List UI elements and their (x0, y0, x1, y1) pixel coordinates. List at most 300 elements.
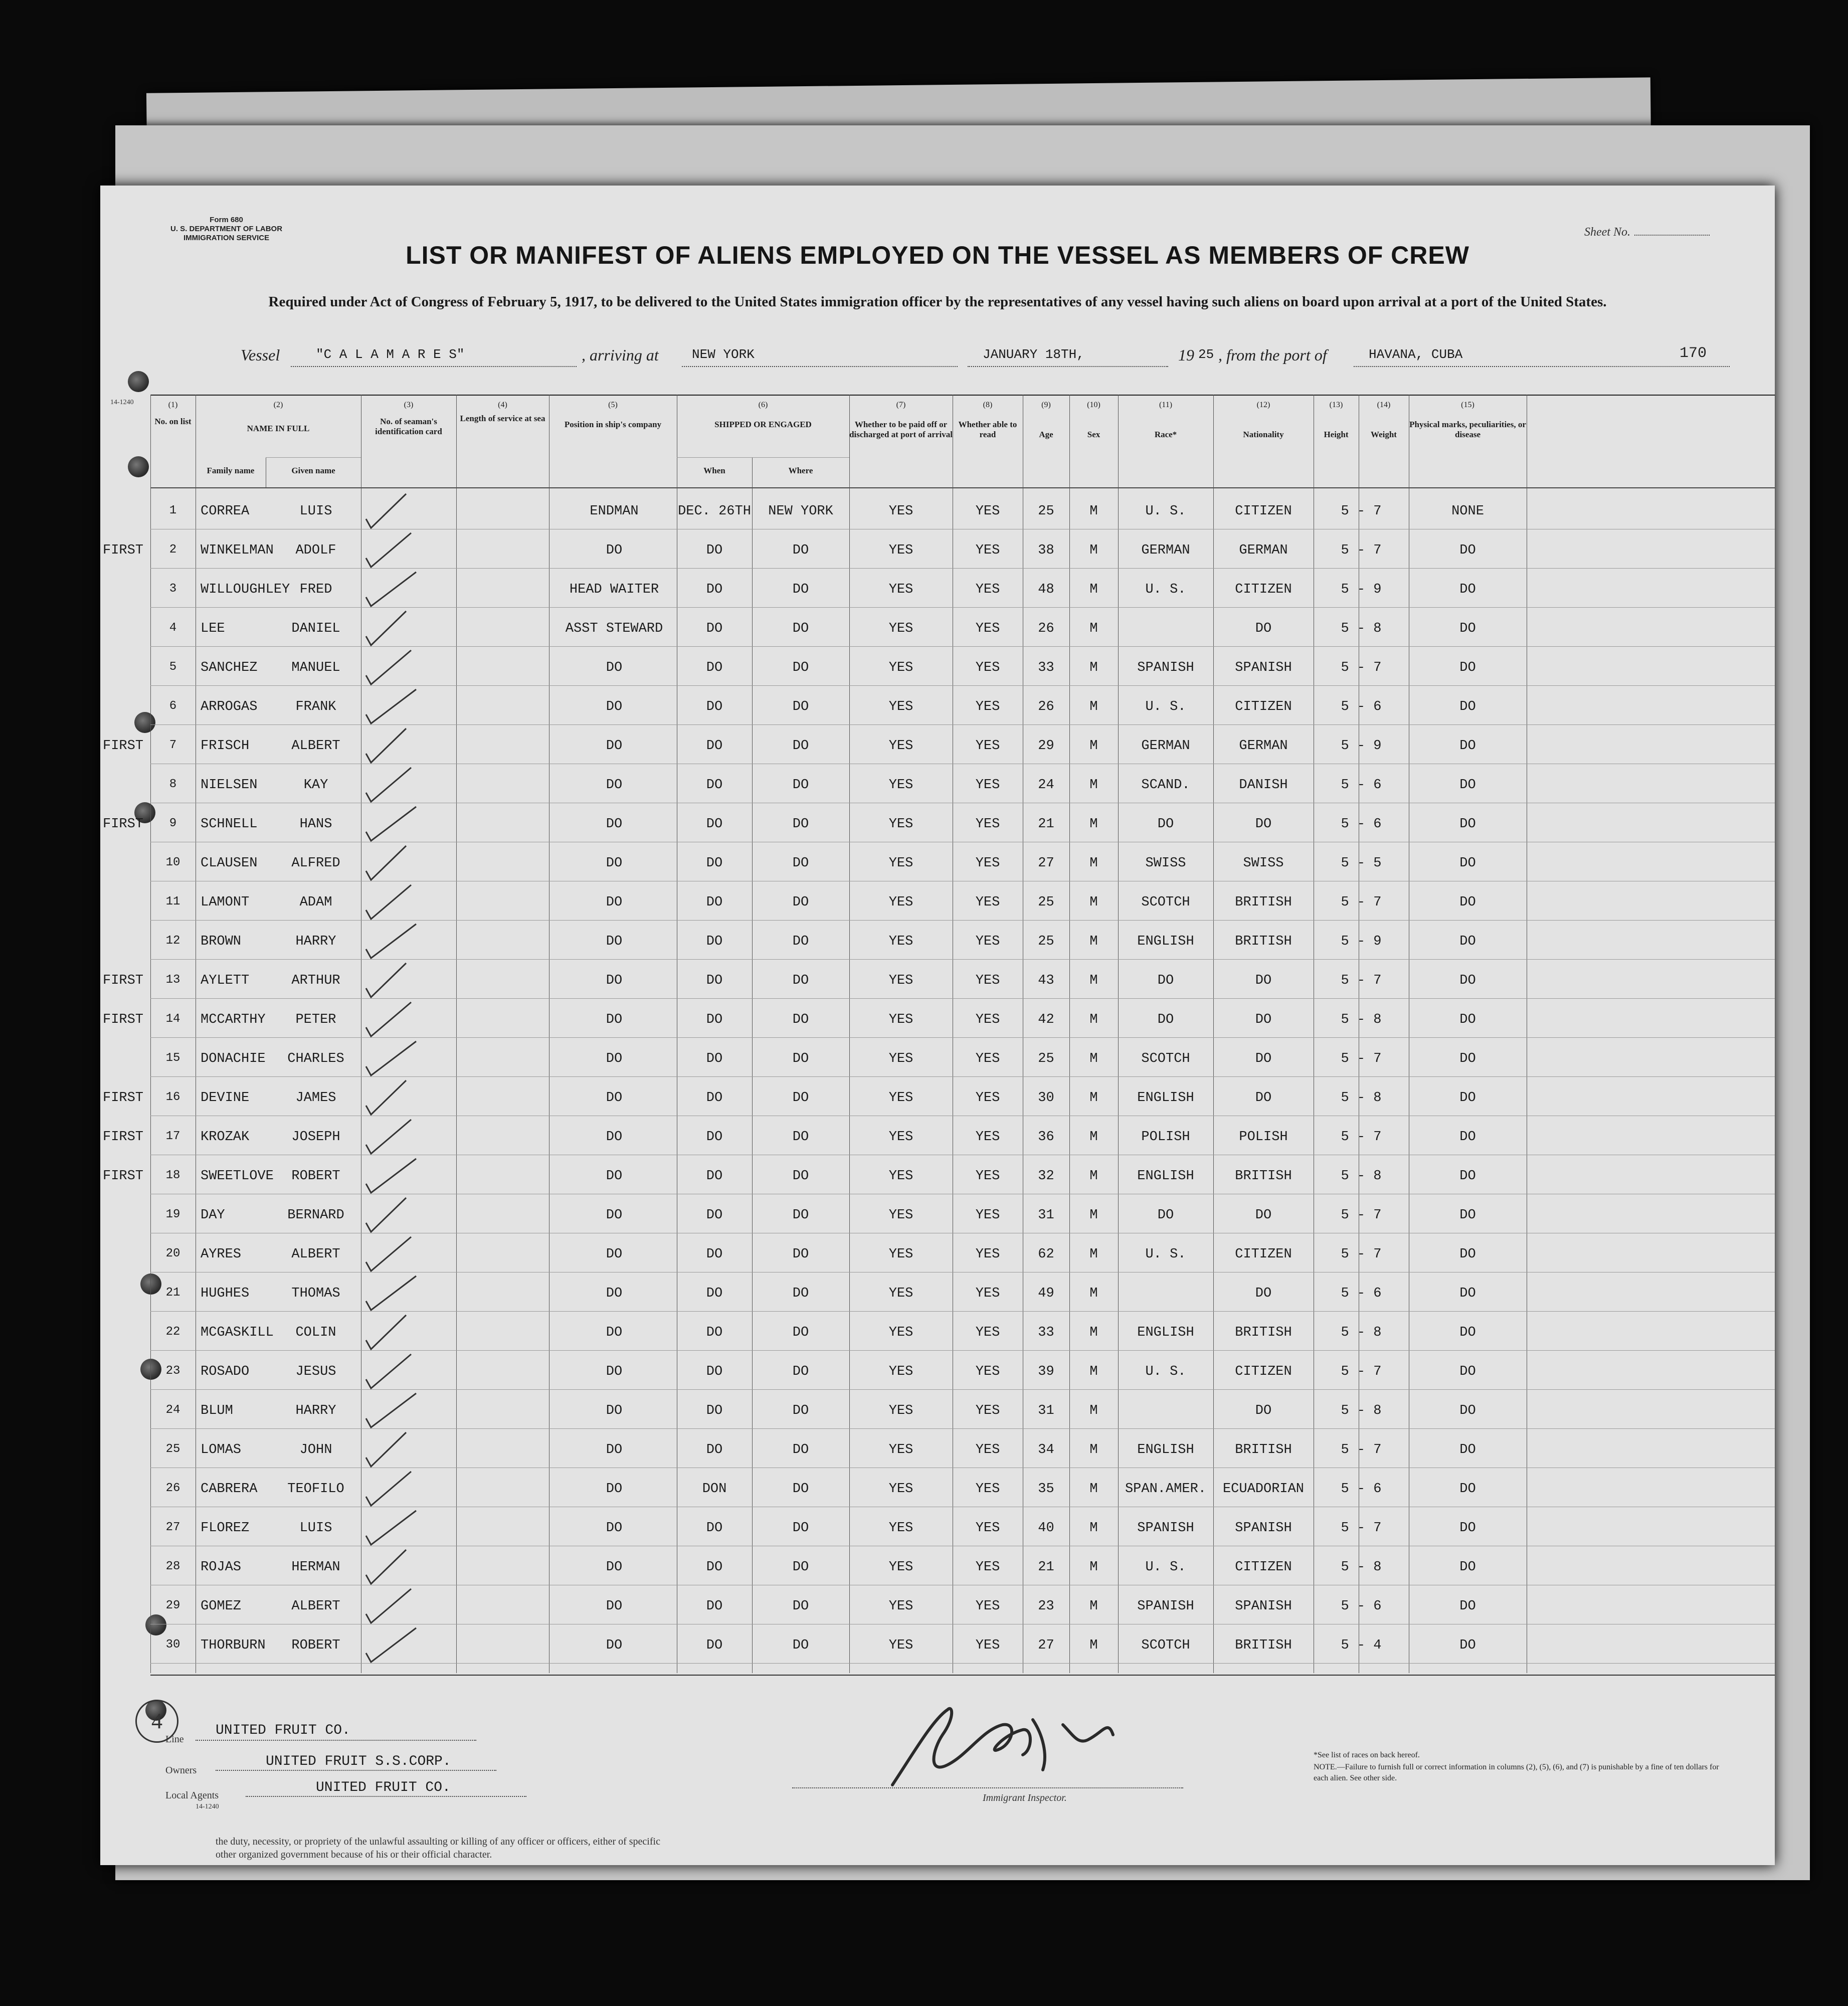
race: SWISS (1145, 856, 1186, 871)
inspector-label: Immigrant Inspector. (983, 1792, 1067, 1803)
age: 43 (1038, 973, 1054, 988)
table-row (103, 1160, 1775, 1199)
position: DO (606, 699, 623, 714)
height-weight: 5 - 8 (1341, 1169, 1382, 1184)
sex: M (1089, 660, 1098, 675)
able-to-read: YES (975, 1442, 1000, 1457)
row-number: 11 (165, 895, 180, 908)
shipped-when: DO (706, 1247, 723, 1262)
position: DO (606, 1051, 623, 1066)
paid-off: YES (888, 778, 913, 793)
first-class-mark: FIRST (103, 1169, 144, 1184)
sex: M (1089, 1012, 1098, 1027)
family-name: LAMONT (201, 895, 250, 910)
nationality: DO (1255, 1403, 1272, 1418)
sex: M (1089, 1247, 1098, 1262)
shipped-when: DO (706, 582, 723, 597)
shipped-when: DO (706, 1364, 723, 1379)
shipped-when: DO (706, 778, 723, 793)
given-name: HARRY (295, 1403, 336, 1418)
row-number: 3 (169, 582, 177, 596)
paid-off: YES (888, 1208, 913, 1223)
row-number: 28 (165, 1560, 180, 1573)
row-number: 30 (165, 1638, 180, 1652)
able-to-read: YES (975, 1169, 1000, 1184)
race: DO (1157, 817, 1174, 832)
row-number: 12 (165, 934, 180, 948)
family-name: FLOREZ (201, 1521, 250, 1536)
physical-marks: DO (1459, 1208, 1476, 1223)
physical-marks: DO (1459, 817, 1476, 832)
shipped-where: DO (792, 1286, 809, 1301)
sex: M (1089, 504, 1098, 519)
row-number: 13 (165, 973, 180, 987)
position: ENDMAN (590, 504, 639, 519)
shipped-where: DO (792, 1208, 809, 1223)
position: DO (606, 1325, 623, 1340)
nationality: SPANISH (1235, 660, 1292, 675)
sex: M (1089, 817, 1098, 832)
year-suffix: 25 (1198, 347, 1214, 362)
paid-off: YES (888, 1012, 913, 1027)
position: DO (606, 1482, 623, 1497)
family-name: WILLOUGHLEY (201, 582, 290, 597)
form-number: Form 680 (210, 216, 243, 224)
nationality: BRITISH (1235, 1442, 1292, 1457)
height-weight: 5 - 8 (1341, 1560, 1382, 1575)
age: 24 (1038, 778, 1054, 793)
age: 40 (1038, 1521, 1054, 1536)
given-name: ALBERT (291, 1599, 340, 1614)
sex: M (1089, 1560, 1098, 1575)
given-name: LUIS (299, 504, 332, 519)
race: GERMAN (1141, 543, 1190, 558)
family-name: DEVINE (201, 1090, 250, 1106)
table-row (150, 925, 1775, 964)
position: DO (606, 1560, 623, 1575)
table-row (150, 1199, 1775, 1238)
physical-marks: DO (1459, 895, 1476, 910)
age: 32 (1038, 1169, 1054, 1184)
row-number: 23 (165, 1364, 180, 1378)
family-name: KROZAK (201, 1130, 250, 1145)
nationality: BRITISH (1235, 895, 1292, 910)
position: DO (606, 1638, 623, 1653)
sex: M (1089, 778, 1098, 793)
owners-label: Owners (165, 1765, 197, 1776)
shipped-where: DO (792, 1051, 809, 1066)
shipped-where: DO (792, 934, 809, 949)
sex: M (1089, 1638, 1098, 1653)
sex: M (1089, 1364, 1098, 1379)
position: HEAD WAITER (569, 582, 659, 597)
nationality: CITIZEN (1235, 699, 1292, 714)
able-to-read: YES (975, 1364, 1000, 1379)
shipped-when: DO (706, 621, 723, 636)
shipped-where: DO (792, 1403, 809, 1418)
sex: M (1089, 1208, 1098, 1223)
first-class-mark: FIRST (103, 1090, 144, 1106)
age: 38 (1038, 543, 1054, 558)
given-name: ARTHUR (291, 973, 340, 988)
paid-off: YES (888, 699, 913, 714)
table-row (103, 730, 1775, 769)
table-row (103, 1003, 1775, 1042)
col-9-header: (9) Age (1039, 401, 1053, 439)
physical-marks: DO (1459, 699, 1476, 714)
race: ENGLISH (1137, 1169, 1194, 1184)
table-row (150, 690, 1775, 730)
family-name: SANCHEZ (201, 660, 258, 675)
race: GERMAN (1141, 739, 1190, 754)
shipped-where: DO (792, 1247, 809, 1262)
race: DO (1157, 1208, 1174, 1223)
age: 33 (1038, 660, 1054, 675)
table-row (150, 573, 1775, 612)
race: SCOTCH (1141, 1051, 1190, 1066)
physical-marks: DO (1459, 1325, 1476, 1340)
position: DO (606, 1403, 623, 1418)
family-name: MCCARTHY (201, 1012, 266, 1027)
nationality: CITIZEN (1235, 1560, 1292, 1575)
position: DO (606, 1599, 623, 1614)
sex: M (1089, 1130, 1098, 1145)
shipped-when: DO (706, 699, 723, 714)
family-name: SWEETLOVE (201, 1169, 274, 1184)
physical-marks: DO (1459, 582, 1476, 597)
age: 27 (1038, 1638, 1054, 1653)
nationality: POLISH (1239, 1130, 1288, 1145)
col-1-header: (1) No. on list (154, 401, 192, 426)
col-2-header: (2) NAME IN FULL (247, 401, 310, 433)
bottom-text-1: the duty, necessity, or propriety of the unlawful assaulting or killing of any officer or officers, either of specific (216, 1836, 660, 1847)
shipped-when: DON (702, 1482, 727, 1497)
shipped-where: DO (792, 1325, 809, 1340)
able-to-read: YES (975, 1208, 1000, 1223)
form-code: 14-1240 (110, 399, 134, 406)
col-4-header: (4) Length of service at sea (460, 401, 545, 423)
position: DO (606, 1169, 623, 1184)
col-3-header: (3) No. of seaman's identification card (375, 401, 442, 436)
position: DO (606, 1247, 623, 1262)
row-number: 6 (169, 699, 177, 713)
age: 34 (1038, 1442, 1054, 1457)
physical-marks: DO (1459, 1364, 1476, 1379)
physical-marks: DO (1459, 1442, 1476, 1457)
age: 30 (1038, 1090, 1054, 1106)
sex: M (1089, 1169, 1098, 1184)
check-mark (361, 1624, 456, 1673)
col-12-header: (12) Nationality (1243, 401, 1284, 439)
height-weight: 5 - 6 (1341, 817, 1382, 832)
arriving-label: , arriving at (582, 346, 659, 364)
shipped-where: DO (792, 1482, 809, 1497)
age: 35 (1038, 1482, 1054, 1497)
shipped-where: DO (792, 1560, 809, 1575)
first-class-mark: FIRST (103, 739, 144, 754)
height-weight: 5 - 7 (1341, 895, 1382, 910)
table-row (150, 886, 1775, 925)
nationality: CITIZEN (1235, 504, 1292, 519)
height-weight: 5 - 6 (1341, 1286, 1382, 1301)
departure-port: HAVANA, CUBA (1369, 347, 1463, 362)
line-label: Line (165, 1734, 184, 1745)
shipped-where: DO (792, 1012, 809, 1027)
able-to-read: YES (975, 1090, 1000, 1106)
given-name: KAY (303, 778, 328, 793)
able-to-read: YES (975, 582, 1000, 597)
shipped-when: DO (706, 856, 723, 871)
row-number: 14 (165, 1012, 180, 1026)
nationality: CITIZEN (1235, 1364, 1292, 1379)
age: 42 (1038, 1012, 1054, 1027)
table-row (150, 769, 1775, 808)
paid-off: YES (888, 1638, 913, 1653)
inspector-signature (852, 1690, 1213, 1800)
nationality: BRITISH (1235, 1325, 1292, 1340)
table-row (150, 1238, 1775, 1277)
race: ENGLISH (1137, 1325, 1194, 1340)
owners-value: UNITED FRUIT S.S.CORP. (266, 1754, 451, 1769)
table-row (150, 1590, 1775, 1629)
height-weight: 5 - 7 (1341, 1442, 1382, 1457)
given-name: THOMAS (291, 1286, 340, 1301)
able-to-read: YES (975, 504, 1000, 519)
race: U. S. (1145, 699, 1186, 714)
paid-off: YES (888, 1090, 913, 1106)
shipped-where: DO (792, 699, 809, 714)
nationality: DO (1255, 973, 1272, 988)
paid-off: YES (888, 1325, 913, 1340)
row-number: 27 (165, 1521, 180, 1534)
age: 23 (1038, 1599, 1054, 1614)
nationality: DO (1255, 1051, 1272, 1066)
given-name: FRANK (295, 699, 336, 714)
physical-marks: DO (1459, 1599, 1476, 1614)
family-name-header: Family name (207, 466, 255, 475)
table-row (150, 1316, 1775, 1355)
age: 31 (1038, 1208, 1054, 1223)
given-name: CHARLES (287, 1051, 344, 1066)
first-class-mark: FIRST (103, 817, 144, 832)
shipped-when: DO (706, 1012, 723, 1027)
position: DO (606, 856, 623, 871)
able-to-read: YES (975, 1638, 1000, 1653)
row-number: 17 (165, 1130, 180, 1143)
nationality: BRITISH (1235, 1638, 1292, 1653)
sex: M (1089, 1286, 1098, 1301)
row-number: 7 (169, 739, 177, 752)
able-to-read: YES (975, 1012, 1000, 1027)
paid-off: YES (888, 1169, 913, 1184)
physical-marks: DO (1459, 739, 1476, 754)
age: 25 (1038, 1051, 1054, 1066)
able-to-read: YES (975, 1403, 1000, 1418)
note-penalty: NOTE.—Failure to furnish full or correct information in columns (2), (5), (6), and (7) is punishable by a fine of ten dollars for each alien. See other side. (1314, 1763, 1719, 1782)
shipped-where: NEW YORK (768, 504, 833, 519)
race: U. S. (1145, 1247, 1186, 1262)
table-row (150, 1512, 1775, 1551)
nationality: DO (1255, 1208, 1272, 1223)
col-14-header: (14) Weight (1371, 401, 1397, 439)
given-name: JESUS (295, 1364, 336, 1379)
family-name: GOMEZ (201, 1599, 242, 1614)
shipped-when: DO (706, 1325, 723, 1340)
physical-marks: DO (1459, 973, 1476, 988)
row-number: 15 (165, 1051, 180, 1065)
physical-marks: DO (1459, 1286, 1476, 1301)
shipped-where: DO (792, 582, 809, 597)
given-name: DANIEL (291, 621, 340, 636)
family-name: THORBURN (201, 1638, 266, 1653)
table-row (150, 1473, 1775, 1512)
height-weight: 5 - 8 (1341, 1090, 1382, 1106)
race: SCOTCH (1141, 1638, 1190, 1653)
sex: M (1089, 895, 1098, 910)
table-row (150, 1551, 1775, 1590)
shipped-when: DEC. 26TH (678, 504, 751, 519)
shipped-when: DO (706, 1403, 723, 1418)
sex: M (1089, 1403, 1098, 1418)
able-to-read: YES (975, 856, 1000, 871)
shipped-where: DO (792, 739, 809, 754)
shipped-where: DO (792, 1638, 809, 1653)
race: DO (1157, 973, 1174, 988)
sheet-number-label: Sheet No. (1584, 226, 1710, 239)
paid-off: YES (888, 1130, 913, 1145)
given-name: BERNARD (287, 1208, 344, 1223)
physical-marks: DO (1459, 856, 1476, 871)
given-name: ALBERT (291, 739, 340, 754)
shipped-when: DO (706, 1130, 723, 1145)
shipped-when: DO (706, 895, 723, 910)
vessel-label: Vessel (241, 346, 280, 364)
physical-marks: DO (1459, 1051, 1476, 1066)
able-to-read: YES (975, 1051, 1000, 1066)
given-name: TEOFILO (287, 1482, 344, 1497)
row-number: 20 (165, 1247, 180, 1260)
able-to-read: YES (975, 1130, 1000, 1145)
col-8-header: (8) Whether able to read (958, 401, 1017, 439)
family-name: ARROGAS (201, 699, 258, 714)
bottom-text-2: other organized government because of his or their official character. (216, 1849, 492, 1860)
given-name: ROBERT (291, 1169, 340, 1184)
age: 25 (1038, 504, 1054, 519)
nationality: BRITISH (1235, 1169, 1292, 1184)
note-races: *See list of races on back hereof. (1314, 1751, 1420, 1759)
row-number: 2 (169, 543, 177, 557)
age: 48 (1038, 582, 1054, 597)
position: DO (606, 817, 623, 832)
shipped-when: DO (706, 973, 723, 988)
position: DO (606, 1130, 623, 1145)
row-number: 26 (165, 1482, 180, 1495)
nationality: DO (1255, 621, 1272, 636)
shipped-when: DO (706, 1599, 723, 1614)
age: 26 (1038, 621, 1054, 636)
paid-off: YES (888, 1286, 913, 1301)
sex: M (1089, 1599, 1098, 1614)
nationality: SWISS (1243, 856, 1284, 871)
age: 31 (1038, 1403, 1054, 1418)
table-row (150, 495, 1775, 534)
position: DO (606, 934, 623, 949)
table-row (150, 612, 1775, 651)
shipped-when: DO (706, 1090, 723, 1106)
nationality: DO (1255, 817, 1272, 832)
shipped-where: DO (792, 1521, 809, 1536)
table-row (103, 964, 1775, 1003)
able-to-read: YES (975, 1521, 1000, 1536)
given-name: LUIS (299, 1521, 332, 1536)
height-weight: 5 - 9 (1341, 582, 1382, 597)
age: 25 (1038, 934, 1054, 949)
nationality: DO (1255, 1286, 1272, 1301)
physical-marks: DO (1459, 1482, 1476, 1497)
family-name: CLAUSEN (201, 856, 258, 871)
race: U. S. (1145, 504, 1186, 519)
race: SPANISH (1137, 1599, 1194, 1614)
position: DO (606, 660, 623, 675)
line-value: UNITED FRUIT CO. (216, 1723, 350, 1738)
col-11-header: (11) Race* (1154, 401, 1177, 439)
page-number: 170 (1680, 345, 1707, 362)
agents-value: UNITED FRUIT CO. (316, 1780, 451, 1795)
circled-number: 4 (135, 1700, 178, 1743)
family-name: HUGHES (201, 1286, 250, 1301)
shipped-when: DO (706, 1521, 723, 1536)
sex: M (1089, 1442, 1098, 1457)
row-number: 29 (165, 1599, 180, 1612)
table-row (103, 1081, 1775, 1121)
physical-marks: DO (1459, 1090, 1476, 1106)
height-weight: 5 - 7 (1341, 1521, 1382, 1536)
paid-off: YES (888, 543, 913, 558)
family-name: NIELSEN (201, 778, 258, 793)
given-name: HERMAN (291, 1560, 340, 1575)
sex: M (1089, 1325, 1098, 1340)
able-to-read: YES (975, 1325, 1000, 1340)
physical-marks: DO (1459, 1560, 1476, 1575)
row-number: 18 (165, 1169, 180, 1182)
sex: M (1089, 621, 1098, 636)
first-class-mark: FIRST (103, 973, 144, 988)
shipped-where: DO (792, 1442, 809, 1457)
family-name: DAY (201, 1208, 225, 1223)
age: 29 (1038, 739, 1054, 754)
able-to-read: YES (975, 1482, 1000, 1497)
physical-marks: DO (1459, 1638, 1476, 1653)
race: U. S. (1145, 582, 1186, 597)
race: ENGLISH (1137, 934, 1194, 949)
race: DO (1157, 1012, 1174, 1027)
physical-marks: DO (1459, 778, 1476, 793)
table-row (150, 847, 1775, 886)
family-name: CORREA (201, 504, 250, 519)
physical-marks: DO (1459, 1169, 1476, 1184)
year-prefix: 19 (1178, 346, 1194, 364)
shipped-where: DO (792, 543, 809, 558)
shipped-when: DO (706, 1051, 723, 1066)
height-weight: 5 - 7 (1341, 1208, 1382, 1223)
given-name: COLIN (295, 1325, 336, 1340)
row-number: 25 (165, 1442, 180, 1456)
arrival-date: JANUARY 18TH, (983, 347, 1084, 362)
age: 21 (1038, 817, 1054, 832)
physical-marks: DO (1459, 621, 1476, 636)
col-6-header: (6) SHIPPED OR ENGAGED (714, 401, 812, 429)
row-number: 10 (165, 856, 180, 869)
